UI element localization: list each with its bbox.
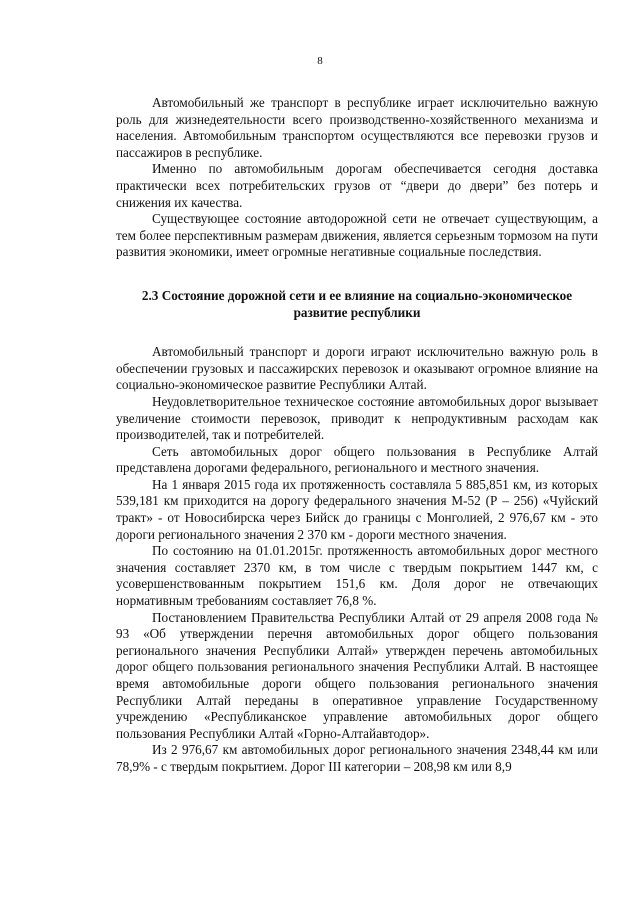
section-heading: 2.3 Состояние дорожной сети и ее влияние на социально-экономическое развитие республики	[141, 287, 573, 320]
page-number: 8	[317, 55, 323, 67]
paragraph: Существующее состояние автодорожной сети не отвечает существующим, а тем более перспективным размерам движения, является серьезным тормозом на пути развития экономики, имеет огромные негативные социальные последствия.	[116, 211, 598, 260]
paragraph: Сеть автомобильных дорог общего пользования в Республике Алтай представлена дорогами федерального, регионального и местного значения.	[116, 443, 598, 476]
document-body	[116, 95, 598, 776]
paragraph: Именно по автомобильным дорогам обеспечивается сегодня доставка практически всех потребительских грузов от “двери до двери” без потерь и снижения их качества.	[116, 161, 598, 210]
paragraph: Автомобильный транспорт и дороги играют исключительно важную роль в обеспечении грузовых и пассажирских перевозок и оказывают огромное влияние на социально-экономическое развитие Республики Алтай.	[116, 344, 598, 393]
paragraph: Из 2 976,67 км автомобильных дорог регионального значения 2348,44 км или 78,9% - с твердым покрытием. Дорог III категории – 208,98 км или 8,9	[116, 742, 598, 774]
paragraph: Постановлением Правительства Республики Алтай от 29 апреля 2008 года № 93 «Об утверждении перечня автомобильных дорог общего пользования регионального значения Республики Алтай» утвержден перечень автомобильных дорог общего пользования регионального значения Республики Алтай. В настоящее время автомобильные дороги общего пользования регионального значения Республики Алтай переданы в оперативное управление Государственному учреждению «Республиканское управление автомобильных дорог общего пользования Республики Алтай «Горно-Алтайавтодор».	[116, 609, 598, 741]
paragraph: На 1 января 2015 года их протяженность составляла 5 885,851 км, из которых 539,181 км приходится на дорогу федерального значения М-52 (Р – 256) «Чуйский тракт» - от Новосибирска через Бийск до границы с Монголией, 2 976,67 км - это дороги регионального значения 2 370 км - дороги местного значения.	[116, 476, 598, 542]
paragraph: Неудовлетворительное техническое состояние автомобильных дорог вызывает увеличение стоимости перевозок, приводит к непродуктивным расходам как производителей, так и потребителей.	[116, 393, 598, 443]
paragraph: Автомобильный же транспорт в республике играет исключительно важную роль для жизнедеятельности всего производственно-хозяйственного механизма и населения. Автомобильным транспортом осуществляются все перевозки грузов и пассажиров в республике.	[116, 95, 598, 160]
paragraph: По состоянию на 01.01.2015г. протяженность автомобильных дорог местного значения составляет 2370 км, в том числе с твердым покрытием 1447 км, с усовершенствованным покрытием 151,6 км. Доля дорог не отвечающих нормативным требованиям составляет 76,8 %.	[116, 543, 598, 609]
